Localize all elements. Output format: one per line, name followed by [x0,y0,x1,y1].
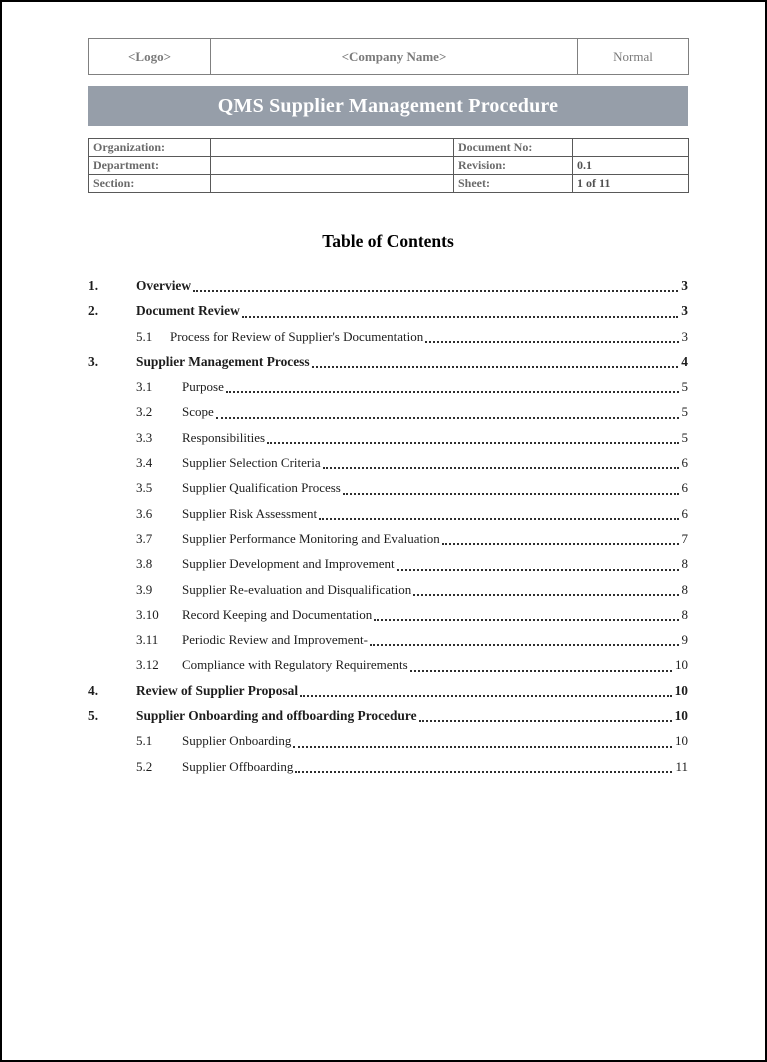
toc-entry[interactable] [88,273,688,298]
organization-value [211,139,454,157]
toc-entry[interactable] [88,678,688,703]
toc-dot-leader [226,391,679,393]
toc-entry-page-number: 11 [675,758,688,774]
toc-dot-leader [413,594,678,596]
toc-entry-number: 3.8 [136,556,153,572]
classification-label: Normal [578,39,689,75]
toc-entry-title: Supplier Development and Improvement [182,556,395,572]
toc-entry-page-number: 10 [674,682,688,698]
toc-entry-title: Supplier Onboarding and offboarding Procedure [136,708,417,724]
toc-entry-page-number: 10 [674,708,688,724]
toc-entry-page-number: 3 [681,278,688,293]
toc-entry-number: 5.2 [136,758,153,774]
toc-entry-number: 5.1 [136,328,153,344]
document-info-table [88,138,689,193]
section-value [211,175,454,193]
page-content [88,38,688,779]
toc-entry-page-number: 8 [681,581,688,597]
toc-entry[interactable] [88,324,688,349]
sheet-label: Sheet: [454,175,573,193]
toc-entry-page-number: 7 [681,530,688,546]
document-header-table [88,38,689,75]
toc-dot-leader [374,619,678,621]
toc-dot-leader [370,644,679,646]
info-row [89,157,689,175]
company-name-placeholder: <Company Name> [211,39,578,75]
toc-entry[interactable] [88,475,688,500]
logo-placeholder: <Logo> [89,39,211,75]
section-label: Section: [89,175,211,193]
toc-dot-leader [293,746,672,748]
toc-entry-title: Supplier Selection Criteria [182,455,321,471]
toc-dot-leader [442,543,679,545]
toc-entry[interactable] [88,374,688,399]
toc-dot-leader [343,493,679,495]
toc-entry[interactable] [88,450,688,475]
toc-entry[interactable] [88,728,688,753]
toc-dot-leader [216,417,679,419]
toc-entry-page-number: 10 [675,733,688,749]
toc-entry-number: 3.11 [136,632,159,648]
toc-entry-title: Supplier Management Process [136,353,310,369]
toc-entry-number: 3.5 [136,480,153,496]
toc-entry-title: Purpose [182,379,224,395]
toc-entry-title: Supplier Qualification Process [182,480,341,496]
toc-entry-page-number: 9 [681,632,688,648]
toc-entry-number: 5.1 [136,733,153,749]
toc-entry-page-number: 8 [681,556,688,572]
document-no-label: Document No: [454,139,573,157]
toc-entry-page-number: 3 [681,328,688,344]
toc-entry-number: 3.1 [136,379,153,395]
document-title: QMS Supplier Management Procedure [88,86,688,126]
toc-dot-leader [295,771,672,773]
document-no-value [573,139,689,157]
toc-dot-leader [419,720,672,722]
toc-entry-page-number: 5 [681,404,688,420]
header-row [89,39,689,75]
toc-entry-number: 3.10 [136,606,159,622]
toc-entry[interactable] [88,602,688,627]
toc-entry-title: Supplier Offboarding [182,758,294,774]
table-of-contents [88,273,688,779]
toc-entry-page-number: 6 [681,455,688,471]
toc-entry[interactable] [88,501,688,526]
toc-dot-leader [267,442,678,444]
info-row [89,139,689,157]
toc-entry-page-number: 10 [675,657,688,673]
toc-entry[interactable] [88,703,688,728]
toc-entry-title: Responsibilities [182,429,266,445]
toc-entry-title: Supplier Re-evaluation and Disqualification [182,581,412,597]
toc-entry-page-number: 3 [681,303,688,319]
toc-entry[interactable] [88,754,688,779]
toc-entry-number: 3.4 [136,455,153,471]
toc-dot-leader [193,290,678,292]
toc-entry-title: Compliance with Regulatory Requirements [182,657,408,673]
toc-entry-number: 3.12 [136,657,159,673]
toc-entry[interactable] [88,652,688,677]
toc-entry-number: 3. [88,353,99,369]
toc-entry-number: 3.9 [136,581,153,597]
toc-dot-leader [425,341,678,343]
toc-entry[interactable] [88,627,688,652]
toc-entry[interactable] [88,551,688,576]
toc-entry-title: Document Review [136,303,240,319]
toc-entry-number: 2. [88,303,99,319]
toc-entry-number: 3.2 [136,404,153,420]
revision-label: Revision: [454,157,573,175]
toc-entry-title: Review of Supplier Proposal [136,682,299,698]
toc-entry-page-number: 6 [681,480,688,496]
toc-entry-title: Supplier Performance Monitoring and Evaluation [182,530,440,546]
toc-dot-leader [312,366,679,368]
revision-value: 0.1 [573,157,689,175]
toc-entry-title: Process for Review of Supplier's Documentation [170,328,424,344]
toc-dot-leader [319,518,678,520]
toc-dot-leader [397,569,679,571]
department-label: Department: [89,157,211,175]
toc-entry-number: 5. [88,708,99,724]
toc-entry-title: Periodic Review and Improvement- [182,632,368,648]
toc-entry-number: 3.6 [136,505,153,521]
toc-entry-number: 1. [88,278,99,293]
toc-entry-page-number: 4 [681,353,688,369]
toc-entry[interactable] [88,425,688,450]
toc-entry-page-number: 6 [681,505,688,521]
toc-dot-leader [323,467,679,469]
toc-entry-page-number: 5 [681,429,688,445]
sheet-value: 1 of 11 [573,175,689,193]
toc-entry[interactable] [88,349,688,374]
toc-entry[interactable] [88,298,688,323]
toc-entry-number: 3.7 [136,530,153,546]
toc-entry[interactable] [88,577,688,602]
toc-entry-title: Overview [136,278,192,293]
toc-dot-leader [410,670,672,672]
department-value [211,157,454,175]
toc-entry-title: Supplier Onboarding [182,733,292,749]
toc-entry[interactable] [88,399,688,424]
toc-entry-page-number: 5 [681,379,688,395]
toc-entry-number: 4. [88,682,99,698]
toc-entry-title: Record Keeping and Documentation [182,606,373,622]
toc-dot-leader [300,695,672,697]
organization-label: Organization: [89,139,211,157]
toc-heading: Table of Contents [322,231,454,251]
toc-dot-leader [242,316,679,318]
info-row [89,175,689,193]
toc-entry-title: Scope [182,404,214,420]
toc-entry-number: 3.3 [136,429,153,445]
toc-entry[interactable] [88,526,688,551]
toc-entry-page-number: 8 [681,606,688,622]
toc-entry-title: Supplier Risk Assessment [182,505,318,521]
